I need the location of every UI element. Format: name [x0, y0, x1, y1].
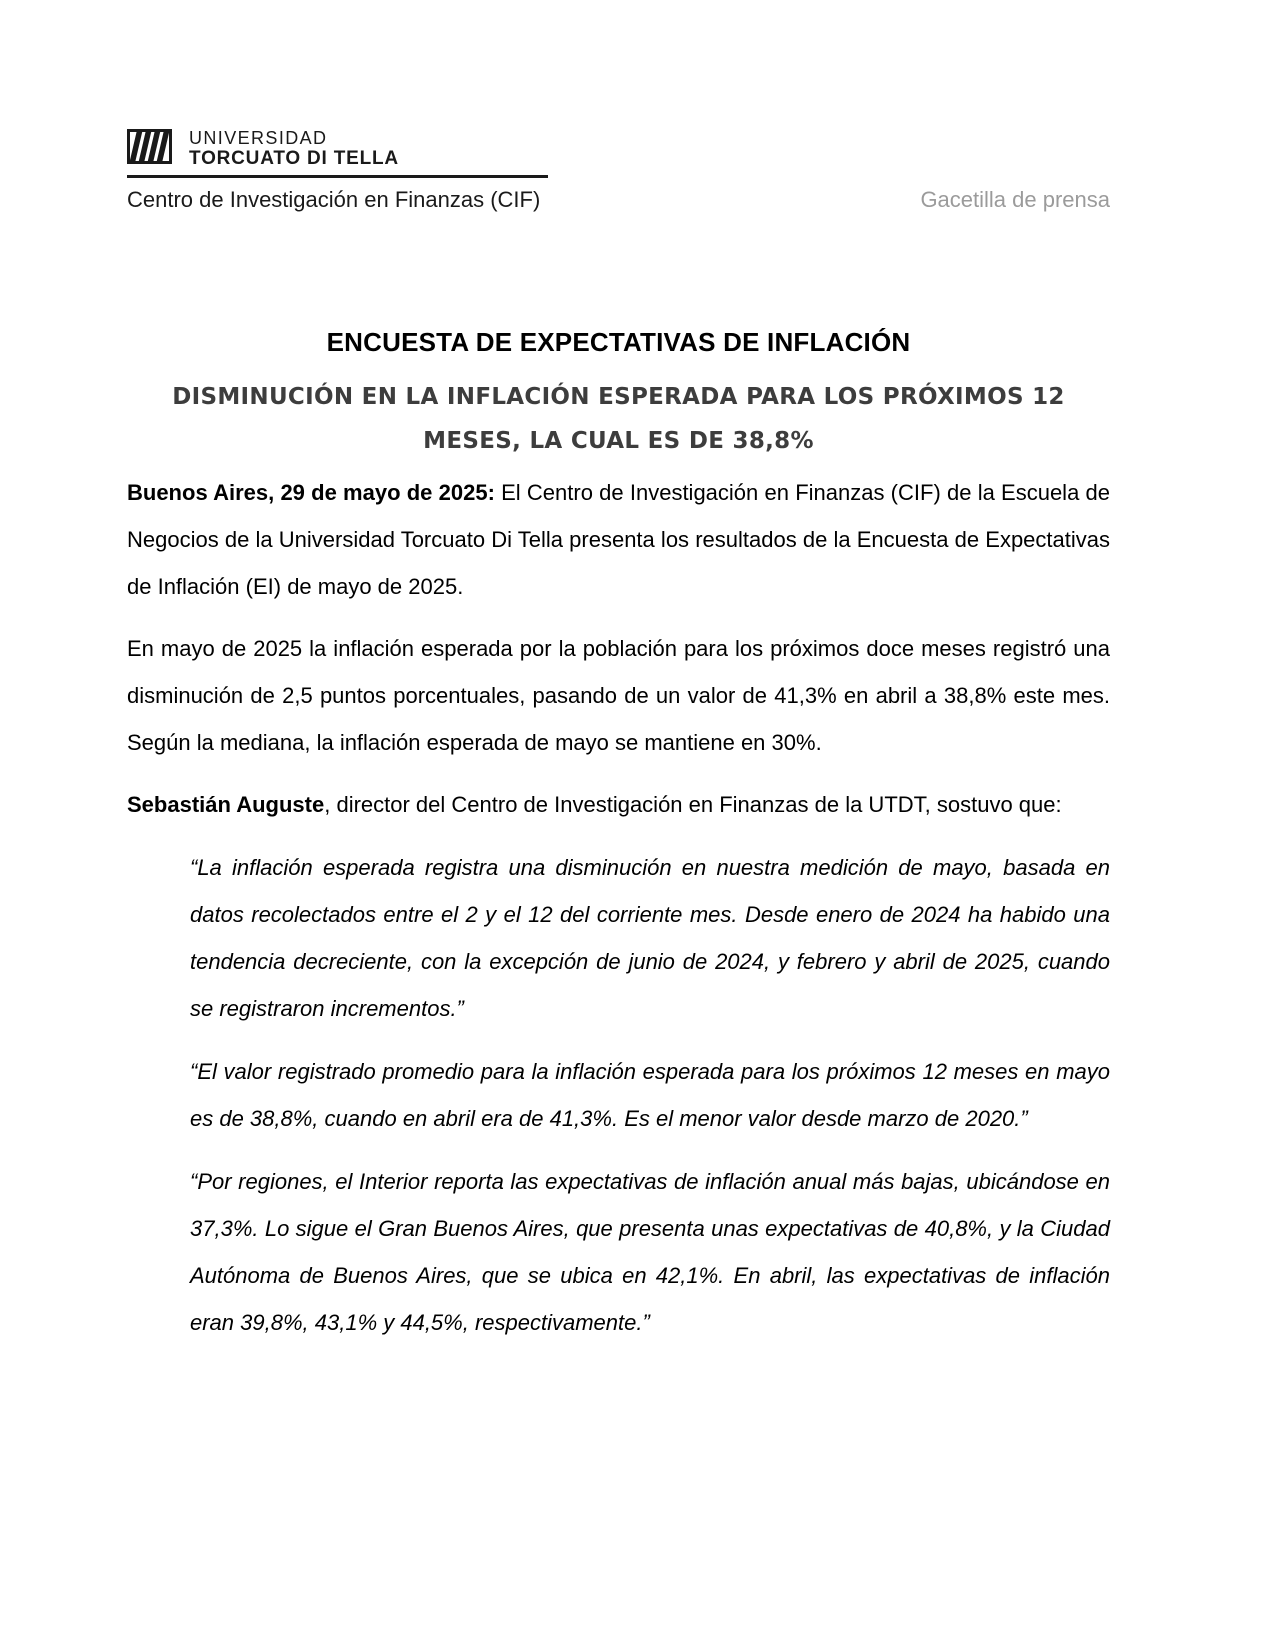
- press-release-label: Gacetilla de prensa: [920, 187, 1110, 212]
- dateline-lead: Buenos Aires, 29 de mayo de 2025:: [127, 480, 495, 505]
- university-wordmark: [189, 128, 399, 169]
- university-name: TORCUATO DI TELLA: [189, 148, 399, 169]
- document-title: ENCUESTA DE EXPECTATIVAS DE INFLACIÓN: [326, 327, 911, 357]
- quote-trend: “La inflación esperada registra una disminución en nuestra medición de mayo, basada en datos recolectados entre el 2 y el 12 del corriente mes. Desde enero de 2024 ha habido una tendencia decreciente, con la excepción de junio de 2024, y febrero y abril de 2025, cuando se registraron incrementos.”: [190, 855, 1110, 1021]
- paragraph-dateline: [127, 469, 1110, 610]
- utdt-hatched-square-icon: [127, 129, 172, 164]
- letterhead-divider: [127, 175, 548, 178]
- university-logo: [127, 128, 1110, 169]
- paragraph-director-statement: [127, 781, 1110, 828]
- dateline-text: El Centro de Investigación en Finanzas (CIF) de la Escuela de Negocios de la Universidad Torcuato Di Tella presenta los resultados de la Encuesta de Expectativas de Inflación (EI) de mayo de 2025.: [127, 480, 1111, 599]
- university-label: UNIVERSIDAD: [189, 128, 328, 148]
- letterhead: [127, 128, 1110, 213]
- letterhead-subrow: [127, 187, 1110, 213]
- quotes-section: [190, 844, 1110, 1346]
- director-text: , director del Centro de Investigación en Finanzas de la UTDT, sostuvo que:: [324, 792, 1062, 817]
- document-body: [127, 325, 1110, 1346]
- document-subtitle: DISMINUCIÓN EN LA INFLACIÓN ESPERADA PARA LOS PRÓXIMOS 12 MESES, LA CUAL ES DE 38,8%: [172, 384, 1065, 454]
- paragraph-summary: En mayo de 2025 la inflación esperada por la población para los próximos doce meses registró una disminución de 2,5 puntos porcentuales, pasando de un valor de 41,3% en abril a 38,8% este mes. Según la mediana, la inflación esperada de mayo se mantiene en 30%.: [127, 636, 1110, 755]
- quote-average: “El valor registrado promedio para la inflación esperada para los próximos 12 meses en mayo es de 38,8%, cuando en abril era de 41,3%. Es el menor valor desde marzo de 2020.”: [190, 1059, 1110, 1131]
- director-name: Sebastián Auguste: [127, 792, 325, 817]
- department-name: Centro de Investigación en Finanzas (CIF): [127, 187, 541, 212]
- quote-regions: “Por regiones, el Interior reporta las expectativas de inflación anual más bajas, ubicándose en 37,3%. Lo sigue el Gran Buenos Aires, que presenta unas expectativas de 40,8%, y la Ciudad Autónoma de Buenos Aires, que se ubica en 42,1%. En abril, las expectativas de inflación eran 39,8%, 43,1% y 44,5%, respectivamente.”: [190, 1169, 1110, 1335]
